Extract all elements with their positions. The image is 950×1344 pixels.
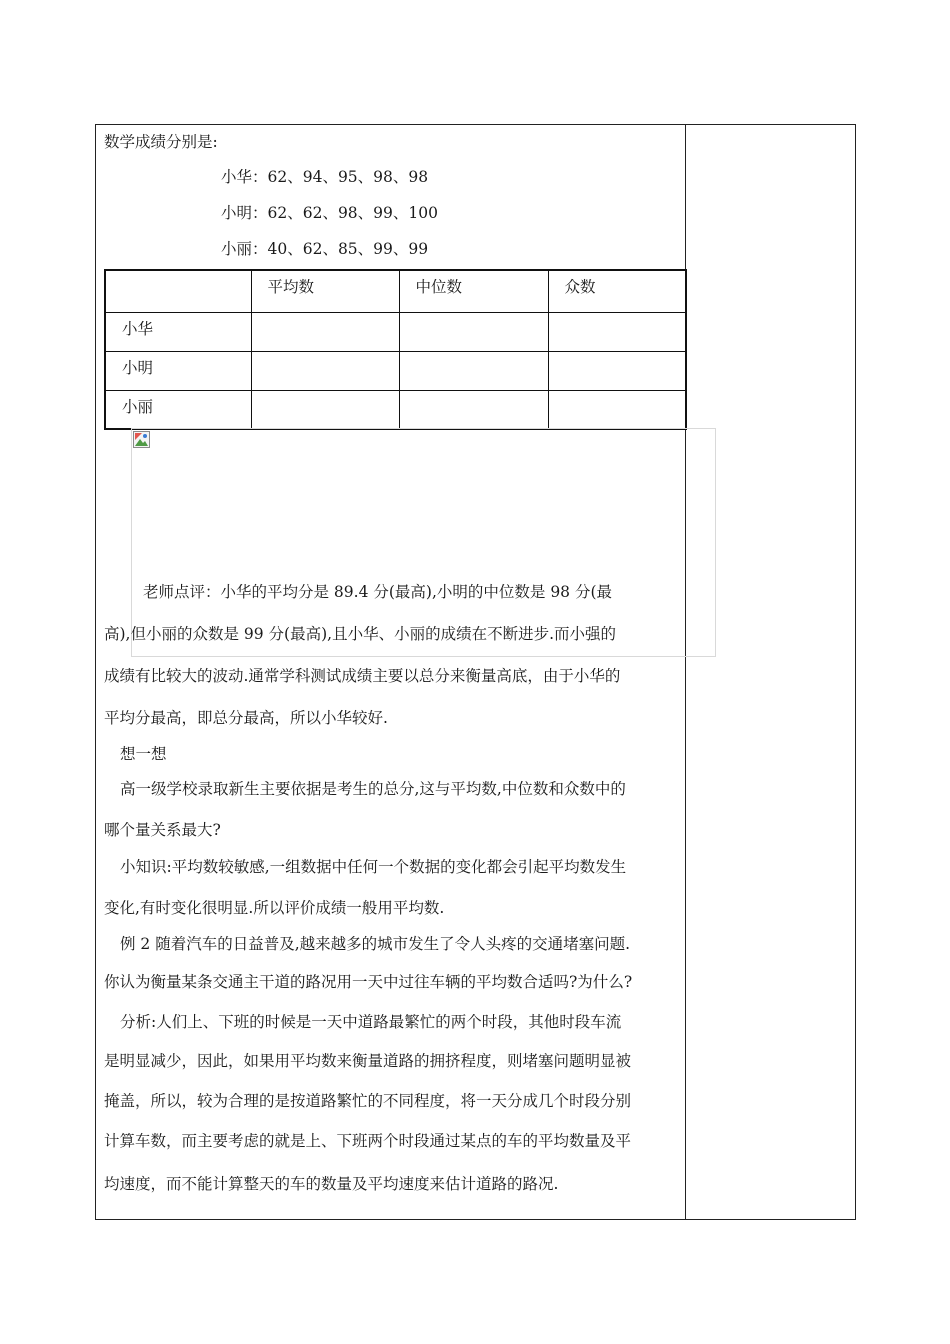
score-line-xiaoli: 小丽：40、62、85、99、99: [221, 240, 429, 258]
analysis-line-2: 是明显减少，因此，如果用平均数来衡量道路的拥挤程度，则堵塞问题明显被: [104, 1052, 632, 1070]
example-2-line-1: 例 2 随着汽车的日益普及,越来越多的城市发生了令人头疼的交通堵塞问题.: [120, 935, 631, 953]
table-header-cell: [105, 270, 251, 312]
tip-line-1: 小知识:平均数较敏感,一组数据中任何一个数据的变化都会引起平均数发生: [120, 858, 627, 876]
table-cell: [548, 312, 686, 351]
think-heading: 想一想: [120, 745, 167, 763]
table-row: [105, 312, 686, 351]
table-row: [105, 390, 686, 429]
analysis-line-1: 分析:人们上、下班的时候是一天中道路最繁忙的两个时段，其他时段车流: [120, 1013, 622, 1031]
table-header-mean: 平均数: [251, 270, 399, 312]
table-row-label: 小华: [105, 312, 251, 351]
table-header-median: 中位数: [399, 270, 548, 312]
analysis-line-4: 计算车数，而主要考虑的就是上、下班两个时段通过某点的车的平均数量及平: [104, 1132, 632, 1150]
score-line-xiaohua: 小华：62、94、95、98、98: [221, 168, 429, 186]
table-cell: [399, 390, 548, 429]
teacher-comment-line-1: 老师点评：小华的平均分是 89.4 分(最高),小明的中位数是 98 分(最: [143, 583, 613, 601]
table-cell: [251, 312, 399, 351]
tip-line-2: 变化,有时变化很明显.所以评价成绩一般用平均数.: [104, 899, 445, 917]
think-question-line-2: 哪个量关系最大?: [104, 821, 221, 839]
table-header-mode: 众数: [548, 270, 686, 312]
teacher-comment-line-4: 平均分最高，即总分最高，所以小华较好.: [104, 709, 388, 727]
table-cell: [399, 312, 548, 351]
table-header-row: [105, 270, 686, 312]
analysis-line-3: 掩盖，所以，较为合理的是按道路繁忙的不同程度，将一天分成几个时段分别: [104, 1092, 632, 1110]
broken-image-icon: [133, 431, 150, 448]
table-cell: [251, 390, 399, 429]
teacher-comment-line-3: 成绩有比较大的波动.通常学科测试成绩主要以总分来衡量高底，由于小华的: [104, 667, 621, 685]
table-row: [105, 351, 686, 390]
think-question-line-1: 高一级学校录取新生主要依据是考生的总分,这与平均数,中位数和众数中的: [120, 780, 626, 798]
example-2-line-2: 你认为衡量某条交通主干道的路况用一天中过往车辆的平均数合适吗?为什么?: [104, 973, 633, 991]
table-row-label: 小明: [105, 351, 251, 390]
table-row-label: 小丽: [105, 390, 251, 429]
statistics-table: [104, 269, 687, 430]
analysis-line-5: 均速度，而不能计算整天的车的数量及平均速度来估计道路的路况.: [104, 1175, 559, 1193]
intro-text: 数学成绩分别是:: [104, 133, 218, 151]
score-line-xiaoming: 小明：62、62、98、99、100: [221, 204, 438, 222]
table-cell: [399, 351, 548, 390]
table-cell: [548, 390, 686, 429]
table-cell: [548, 351, 686, 390]
table-cell: [251, 351, 399, 390]
teacher-comment-line-2: 高),但小丽的众数是 99 分(最高),且小华、小丽的成绩在不断进步.而小强的: [104, 625, 617, 643]
